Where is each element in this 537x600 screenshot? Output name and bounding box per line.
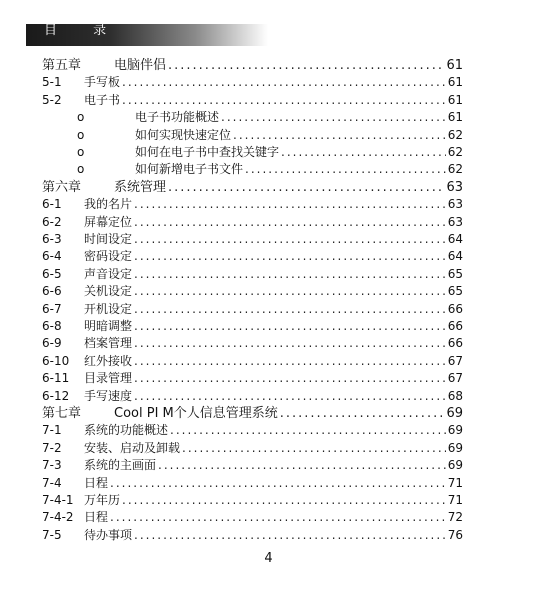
toc-entry-number: 6-6 [42,284,62,299]
toc-entry-number: 6-5 [42,266,62,281]
dot-leader [280,405,445,422]
toc-entry-number: 7-4-1 [42,493,74,507]
toc-entry-title: 我的名片 [84,197,133,212]
toc-entry-sec[interactable] [42,74,463,91]
toc-entry-number: 6-11 [42,371,70,386]
dot-leader [182,440,446,457]
toc-entry-number: 第五章 [42,58,82,73]
toc-entry-title: 目录管理 [84,371,133,386]
dot-leader [245,161,446,178]
toc-entry-page: 66 [447,336,463,351]
toc-entry-page: 71 [447,475,463,490]
toc-entry-page: 62 [447,162,463,177]
toc-entry-page: 72 [447,510,463,525]
toc-entry-title: 密码设定 [84,249,133,264]
toc-entry-sub[interactable] [42,127,463,144]
dot-leader [170,422,446,439]
toc-entry-page: 61 [447,75,463,90]
toc-entry-title: 如何实现快速定位 [135,127,232,142]
toc-entry-page: 69 [447,423,463,438]
toc-entry-page: 62 [447,127,463,142]
toc-entry-number: 6-3 [42,232,62,246]
toc-entry-sec[interactable] [42,248,463,265]
toc-entry-title: 手写速度 [84,388,133,403]
toc-entry-title: 开机设定 [84,301,133,316]
toc-entry-number: 6-4 [42,249,62,264]
dot-leader [134,214,446,231]
toc-entry-number: 6-1 [42,197,62,212]
toc-entry-page: 61 [447,110,463,125]
dot-leader [221,109,446,126]
toc-entry-title: 万年历 [84,493,121,507]
toc-entry-number: o [77,145,85,159]
dot-leader [281,144,446,161]
toc-entry-sec[interactable] [42,283,463,300]
dot-leader [134,353,446,370]
toc-entry-sec[interactable] [42,509,463,526]
toc-entry-number: 6-10 [42,353,70,368]
dot-leader [122,92,446,109]
toc-entry-title: 屏幕定位 [84,214,133,229]
toc-entry-page: 63 [446,179,463,195]
toc-entry-title: 日程 [84,475,109,490]
toc-entry-title: 声音设定 [84,266,133,281]
toc-entry-sec[interactable] [42,214,463,231]
toc-entry-page: 68 [447,388,463,403]
toc-entry-number: o [77,127,85,142]
toc-entry-title: 档案管理 [84,336,133,351]
toc-entry-sec[interactable] [42,335,463,352]
toc-entry-page: 66 [447,319,463,333]
toc-entry-title: 电脑伴侣 [114,58,167,73]
toc-entry-number: 6-2 [42,214,62,229]
dot-leader [134,527,446,544]
toc-entry-page: 63 [447,214,463,229]
toc-entry-chapter[interactable] [42,405,463,422]
toc-entry-chapter[interactable] [42,57,463,74]
dot-leader [134,318,446,335]
dot-leader [233,127,446,144]
toc-entry-title: 明暗调整 [84,319,133,333]
toc-entry-sub[interactable] [42,144,463,161]
dot-leader [134,231,446,248]
toc-entry-page: 71 [447,493,463,507]
toc-entry-title: 待办事项 [84,527,133,542]
toc-entry-number: 5-1 [42,75,62,90]
dot-leader [168,179,444,196]
toc-entry-page: 62 [447,145,463,159]
toc-entry-page: 65 [447,284,463,299]
toc-entry-title: 电子书功能概述 [135,110,220,125]
page-number: 4 [264,551,273,566]
dot-leader [134,370,446,387]
toc-entry-title: 日程 [84,510,109,525]
toc-entry-sec[interactable] [42,231,463,248]
toc-entry-sub[interactable] [42,109,463,126]
dot-leader [134,196,446,213]
toc-entry-number: 7-1 [42,423,62,438]
toc-entry-title: 如何新增电子书文件 [135,162,244,177]
toc-entry-sec[interactable] [42,422,463,439]
toc-entry-sec[interactable] [42,266,463,283]
toc-entry-sec[interactable] [42,301,463,318]
toc-entry-number: o [77,162,85,177]
toc-entry-number: 6-7 [42,301,62,316]
toc-entry-sec[interactable] [42,92,463,109]
dot-leader [122,74,446,91]
dot-leader [134,335,446,352]
toc-entry-sec[interactable] [42,440,463,457]
dot-leader [110,475,446,492]
toc-entry-sec[interactable] [42,527,463,544]
toc-entry-number: 7-4 [42,475,62,490]
dot-leader [122,492,446,509]
toc-entry-sec[interactable] [42,370,463,387]
toc-entry-page: 76 [447,527,463,542]
toc-entry-number: 第六章 [42,179,82,195]
toc-entry-title: 时间设定 [84,232,133,246]
toc-entry-page: 69 [447,458,463,473]
toc-entry-page: 65 [447,266,463,281]
toc-entry-title: 系统管理 [114,179,167,195]
toc-entry-title: 系统的主画面 [84,458,157,473]
toc-entry-page: 67 [447,353,463,368]
toc-heading: 目 录 [44,23,123,38]
toc-entry-title: 如何在电子书中查找关键字 [135,145,280,159]
toc-entry-chapter[interactable] [42,179,463,196]
toc-entry-page: 66 [447,301,463,316]
toc-entry-page: 69 [446,406,463,421]
toc-entry-sub[interactable] [42,161,463,178]
toc-entry-title: 红外接收 [84,353,133,368]
dot-leader [134,248,446,265]
toc-entry-sec[interactable] [42,353,463,370]
toc-entry-sec[interactable] [42,196,463,213]
toc-entry-number: 5-2 [42,92,62,107]
dot-leader [134,301,446,318]
toc-entry-sec[interactable] [42,318,463,335]
toc-entry-number: 7-2 [42,440,62,455]
toc-entry-sec[interactable] [42,492,463,509]
toc-entry-number: 7-4-2 [42,510,74,525]
toc-entry-title: 系统的功能概述 [84,423,169,438]
toc-entry-page: 67 [447,371,463,386]
toc-entry-title: 手写板 [84,75,121,90]
dot-leader [134,266,446,283]
toc-entry-page: 64 [447,232,463,246]
toc-entry-number: 7-3 [42,458,62,473]
toc-entry-title: Cool PI M个人信息管理系统 [114,406,278,421]
toc-entry-title: 安装、启动及卸载 [84,440,181,455]
toc-entry-number: 6-9 [42,336,62,351]
toc-entry-page: 69 [447,440,463,455]
toc-entry-number: 6-12 [42,388,70,403]
toc-entry-sec[interactable] [42,475,463,492]
toc-entry-title: 关机设定 [84,284,133,299]
dot-leader [134,388,446,405]
dot-leader [134,283,446,300]
toc-entry-page: 61 [447,92,463,107]
toc-entry-page: 63 [447,197,463,212]
toc-entry-title: 电子书 [84,92,121,107]
dot-leader [110,509,446,526]
toc-entry-number: 第七章 [42,406,82,421]
toc-entry-number: 7-5 [42,527,62,542]
dot-leader [158,457,446,474]
toc-entry-sec[interactable] [42,388,463,405]
toc-entry-page: 61 [446,58,463,73]
toc-entry-number: o [77,110,85,125]
toc-entry-sec[interactable] [42,457,463,474]
dot-leader [168,57,444,74]
toc-entry-number: 6-8 [42,319,62,333]
toc-entry-page: 64 [447,249,463,264]
